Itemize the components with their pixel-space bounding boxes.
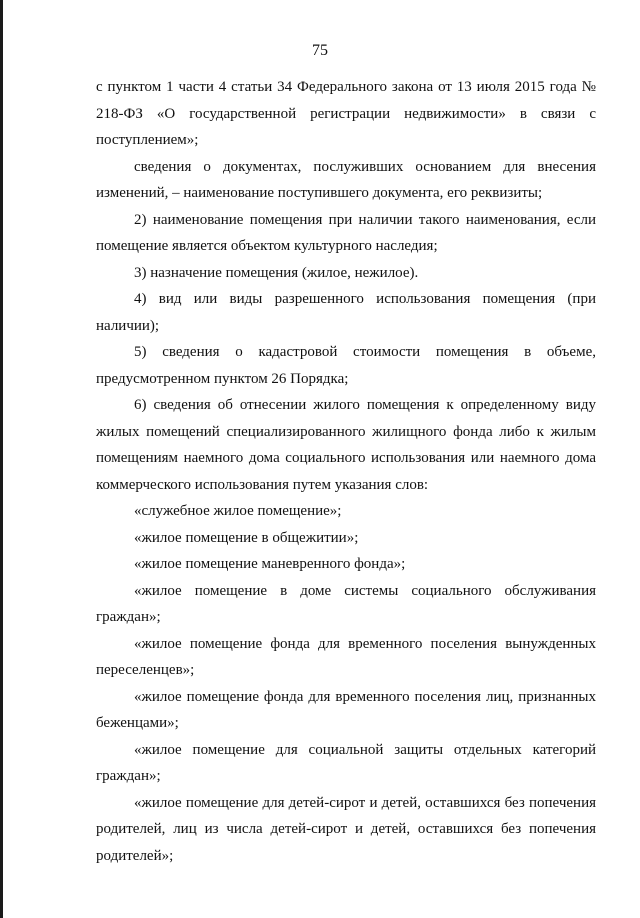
paragraph-continuation: с пунктом 1 части 4 статьи 34 Федерального закона от 13 июля 2015 года № 218-ФЗ «О государственной регистрации недвижимости» в связи с поступлением»; xyxy=(96,79,596,148)
list-item: «жилое помещение фонда для временного поселения вынужденных переселенцев»; xyxy=(96,635,596,678)
paragraph-documents-info: сведения о документах, послуживших основанием для внесения изменений, – наименование поступившего документа, его реквизиты; xyxy=(96,158,596,201)
paragraph-item-4: 4) вид или виды разрешенного использования помещения (при наличии); xyxy=(96,291,596,334)
list-item: «жилое помещение фонда для временного поселения лиц, признанных беженцами»; xyxy=(96,688,596,731)
list-item: «служебное жилое помещение»; xyxy=(134,503,342,519)
list-item: «жилое помещение в общежитии»; xyxy=(134,529,359,546)
paragraph-item-6: 6) сведения об отнесении жилого помещения к определенному виду жилых помещений специализированного жилищного фонда либо к жилым помещениям наемного дома социального использования или наемного дома коммерческого использования путем указания слов: xyxy=(96,397,596,493)
page-number: 75 xyxy=(312,42,328,59)
list-item: «жилое помещение маневренного фонда»; xyxy=(134,556,406,572)
list-item: «жилое помещение для детей-сирот и детей, оставшихся без попечения родителей, лиц из числа детей-сирот и детей, оставшихся без попечения родителей»; xyxy=(96,794,596,864)
list-item: «жилое помещение в доме системы социального обслуживания граждан»; xyxy=(96,582,596,625)
paragraph-item-2: 2) наименование помещения при наличии такого наименования, если помещение является объектом культурного наследия; xyxy=(96,211,596,254)
paragraph-item-3: 3) назначение помещения (жилое, нежилое). xyxy=(134,264,419,281)
document-body xyxy=(96,74,596,869)
paragraph-item-5: 5) сведения о кадастровой стоимости помещения в объеме, предусмотренном пунктом 26 Порядка; xyxy=(96,344,596,387)
list-item: «жилое помещение для социальной защиты отдельных категорий граждан»; xyxy=(96,741,596,784)
scan-edge xyxy=(0,0,3,918)
